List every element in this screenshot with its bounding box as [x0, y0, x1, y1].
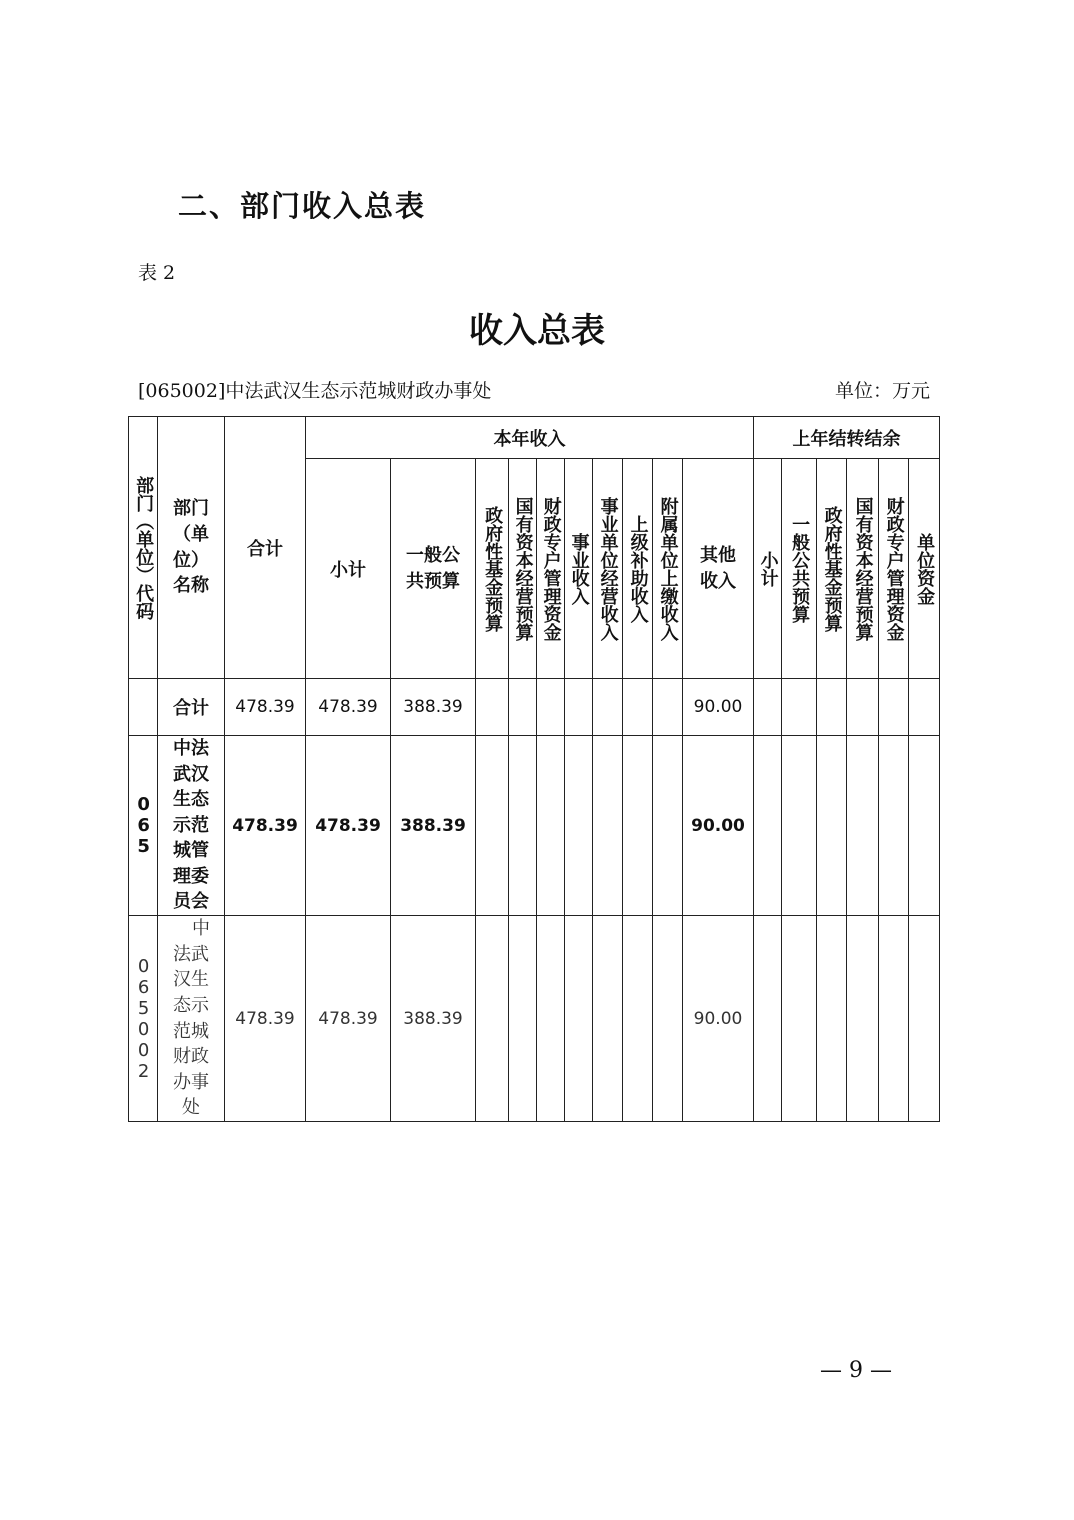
cell-subtotal: 478.39: [306, 916, 391, 1122]
income-summary-table: [128, 416, 940, 1122]
cell-general: 388.39: [391, 916, 476, 1122]
header-py-subtotal: 小计: [754, 459, 782, 679]
cell-empty: [476, 916, 509, 1122]
header-cy-gov-fund: 政府性基金预算: [476, 459, 509, 679]
cell-other: 90.00: [683, 916, 754, 1122]
cell-code: 065002: [129, 916, 158, 1122]
cell-empty: [817, 736, 847, 916]
cell-empty: [653, 736, 683, 916]
table-row: [129, 679, 940, 736]
cell-code: [129, 679, 158, 736]
cell-empty: [593, 916, 623, 1122]
cell-empty: [754, 916, 782, 1122]
cell-empty: [623, 736, 653, 916]
header-py-unit-funds: 单位资金: [909, 459, 940, 679]
cell-empty: [782, 916, 817, 1122]
cell-other: 90.00: [683, 679, 754, 736]
cell-empty: [565, 736, 593, 916]
cell-empty: [909, 679, 940, 736]
cell-empty: [565, 679, 593, 736]
cell-subtotal: 478.39: [306, 736, 391, 916]
section-title: 二、部门收入总表: [178, 189, 427, 223]
header-prior-year: 上年结转结余: [754, 417, 940, 459]
header-cy-operating: 事业单位经营收入: [593, 459, 623, 679]
cell-empty: [909, 736, 940, 916]
cell-name: 中法武汉生态示范城财政办事处: [158, 916, 225, 1122]
header-py-fiscal-special: 财政专户管理资金: [879, 459, 909, 679]
unit-label: 单位：万元: [834, 380, 930, 402]
cell-empty: [879, 679, 909, 736]
cell-total: 478.39: [225, 736, 306, 916]
cell-empty: [879, 916, 909, 1122]
cell-empty: [653, 679, 683, 736]
cell-code: 065: [129, 736, 158, 916]
cell-empty: [879, 736, 909, 916]
cell-general: 388.39: [391, 736, 476, 916]
cell-empty: [653, 916, 683, 1122]
header-cy-general: 一般公共预算: [391, 459, 476, 679]
cell-total: 478.39: [225, 916, 306, 1122]
header-cy-other: 其他收入: [683, 459, 754, 679]
cell-other: 90.00: [683, 736, 754, 916]
cell-empty: [476, 679, 509, 736]
cell-empty: [623, 679, 653, 736]
header-py-general: 一般公共预算: [782, 459, 817, 679]
cell-empty: [509, 916, 537, 1122]
cell-empty: [782, 679, 817, 736]
header-py-state-capital: 国有资本经营预算: [847, 459, 879, 679]
header-cy-state-capital: 国有资本经营预算: [509, 459, 537, 679]
main-title: 收入总表: [469, 311, 605, 351]
table-number: 表 2: [138, 262, 176, 284]
table-row: [129, 736, 940, 916]
header-py-gov-fund: 政府性基金预算: [817, 459, 847, 679]
header-cy-fiscal-special: 财政专户管理资金: [537, 459, 565, 679]
cell-empty: [537, 916, 565, 1122]
cell-total: 478.39: [225, 679, 306, 736]
cell-empty: [509, 679, 537, 736]
cell-empty: [909, 916, 940, 1122]
cell-empty: [754, 679, 782, 736]
cell-subtotal: 478.39: [306, 679, 391, 736]
cell-empty: [537, 679, 565, 736]
cell-empty: [847, 679, 879, 736]
cell-empty: [847, 916, 879, 1122]
cell-empty: [623, 916, 653, 1122]
header-cy-affiliated: 附属单位上缴收入: [653, 459, 683, 679]
table-row: [129, 916, 940, 1122]
header-cy-subsidy: 上级补助收入: [623, 459, 653, 679]
cell-empty: [817, 679, 847, 736]
header-total: 合计: [225, 417, 306, 679]
cell-empty: [565, 916, 593, 1122]
cell-empty: [593, 679, 623, 736]
cell-empty: [847, 736, 879, 916]
cell-name: 中法武汉生态示范城管理委员会: [158, 736, 225, 916]
cell-empty: [782, 736, 817, 916]
cell-general: 388.39: [391, 679, 476, 736]
cell-name: 合计: [158, 679, 225, 736]
header-dept-name: 部门（单位）名称: [158, 417, 225, 679]
cell-empty: [754, 736, 782, 916]
header-cy-business: 事业收入: [565, 459, 593, 679]
header-dept-code: 部门（单位）代码: [129, 417, 158, 679]
page-number: — 9 —: [820, 1358, 892, 1383]
header-current-year: 本年收入: [306, 417, 754, 459]
cell-empty: [476, 736, 509, 916]
cell-empty: [593, 736, 623, 916]
cell-empty: [537, 736, 565, 916]
header-cy-subtotal: 小计: [306, 459, 391, 679]
organization-label: [065002]中法武汉生态示范城财政办事处: [138, 380, 492, 402]
cell-empty: [817, 916, 847, 1122]
cell-empty: [509, 736, 537, 916]
